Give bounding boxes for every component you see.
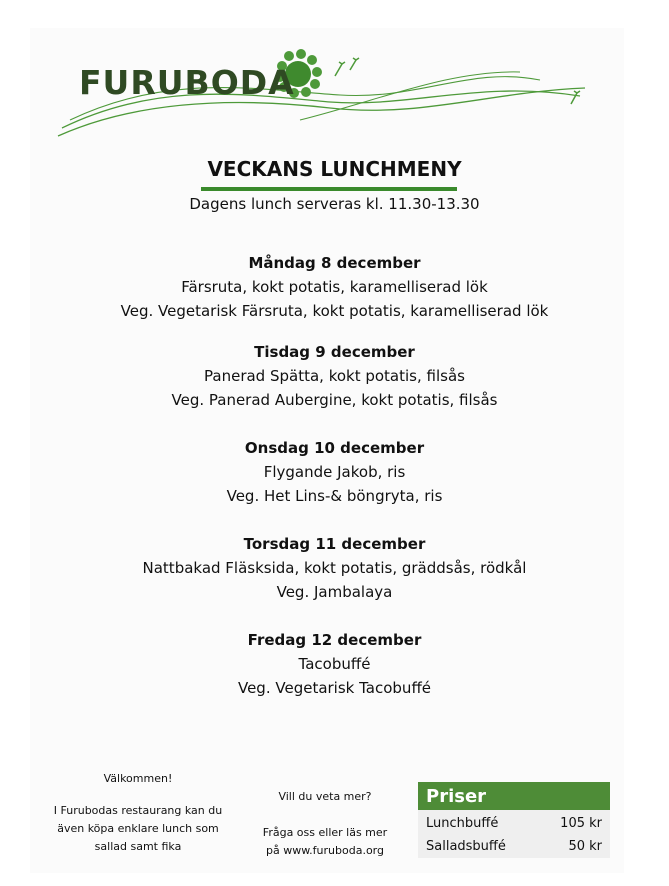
logo-header (0, 0, 669, 150)
day-section-monday (0, 251, 669, 323)
price-label: Lunchbuffé (426, 816, 499, 831)
dish-main: Färsruta, kokt potatis, karamelliserad lök (181, 278, 488, 296)
title-underline (201, 187, 457, 191)
info-line: sallad samt fika (94, 840, 182, 853)
day-section-tuesday (0, 340, 669, 412)
day-heading: Måndag 8 december (248, 254, 421, 272)
logo-wordmark: FURUBODA (79, 63, 295, 102)
footer-contact (250, 788, 400, 860)
day-heading: Onsdag 10 december (244, 439, 425, 457)
info-line: I Furubodas restaurang kan du (53, 804, 223, 817)
contact-line: Fråga oss eller läs mer (262, 826, 388, 839)
dish-vegetarian: Veg. Vegetarisk Tacobuffé (237, 679, 432, 697)
dish-vegetarian: Veg. Jambalaya (276, 583, 393, 601)
price-table (418, 782, 610, 858)
price-value: 105 kr (560, 816, 602, 831)
contact-line: på www.furuboda.org (265, 844, 384, 857)
price-heading: Priser (418, 782, 610, 810)
dish-vegetarian: Veg. Vegetarisk Färsruta, kokt potatis, karamelliserad lök (120, 302, 549, 320)
dish-vegetarian: Veg. Panerad Aubergine, kokt potatis, filsås (171, 391, 498, 409)
dish-main: Panerad Spätta, kokt potatis, filsås (204, 367, 465, 385)
seed-small-icon (566, 88, 588, 108)
contact-question: Vill du veta mer? (278, 790, 372, 803)
day-heading: Torsdag 11 december (243, 535, 426, 553)
day-heading: Tisdag 9 december (254, 343, 415, 361)
price-row (418, 835, 610, 858)
serving-hours: Dagens lunch serveras kl. 11.30-13.30 (189, 195, 480, 213)
dish-main: Tacobuffé (298, 655, 371, 673)
day-section-wednesday (0, 436, 669, 508)
dish-main: Flygande Jakob, ris (263, 463, 406, 481)
day-section-thursday (0, 532, 669, 604)
welcome-text: Välkommen! (103, 772, 173, 785)
dish-main: Nattbakad Fläsksida, kokt potatis, gräddsås, rödkål (142, 559, 527, 577)
footer-info (40, 770, 236, 856)
price-value: 50 kr (568, 839, 602, 854)
price-label: Salladsbuffé (426, 839, 506, 854)
day-section-friday (0, 628, 669, 700)
price-row (418, 812, 610, 835)
page-title: VECKANS LUNCHMENY (207, 157, 462, 181)
day-heading: Fredag 12 december (247, 631, 422, 649)
seed-icon (330, 56, 370, 82)
dish-vegetarian: Veg. Het Lins-& böngryta, ris (226, 487, 443, 505)
info-line: även köpa enklare lunch som (57, 822, 219, 835)
